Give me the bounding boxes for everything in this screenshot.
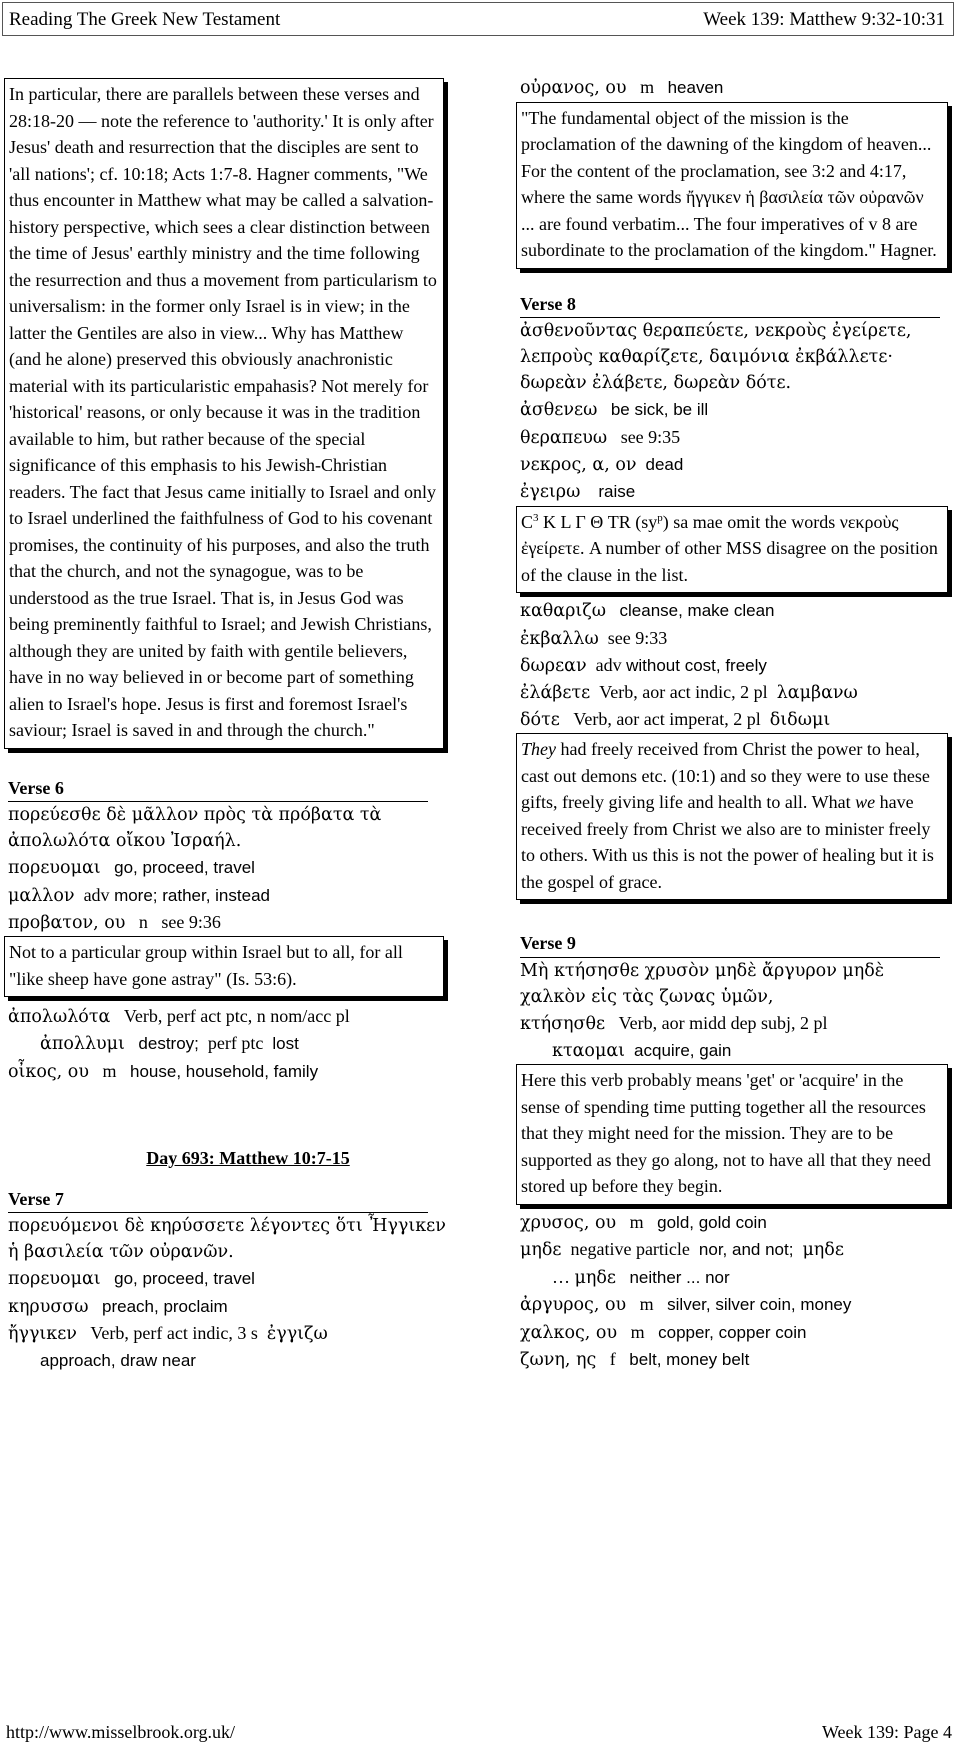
vocab-entry: προβατον, ου n see 9:36 [8,912,221,933]
vocab-entry: πορευομαι go, proceed, travel [8,1269,255,1289]
verse-6-note-box: Not to a particular group within Israel but to all, for all "like sheep have gone astray" (Is. 53:6). [4,936,444,997]
manuscript-note-box: $C^3$ K L Γ Θ TR $(sy^p)$ sa mae omit the words νεκροὺς ἐγείρετε. A number of other MSS disagree on the position of the clause in the list. [516,506,948,594]
vocab-entry: ἀσθενεω be sick, be ill [520,400,709,420]
footer-page-number: Week 139: Page 4 [821,1722,952,1742]
vocab-entry: καθαριζω cleanse, make clean [520,601,775,621]
vocab-entry: ἐκβαλλω see 9:33 [520,627,668,649]
vocab-entry: οἶκος, ου m house, household, family [8,1060,319,1082]
verse-7-text: πορευόμενοι δὲ κηρύσσετε λέγοντες ὅτι Ἦγγικεν ἡ βασιλεία τῶν οὐρανῶν. [8,1216,446,1262]
vocab-entry: ἀργυρος, ου m silver, silver coin, money [520,1294,852,1315]
vocab-entry: ἀπολωλότα Verb, perf act ptc, n nom/acc pl [8,1006,350,1027]
vocab-entry: ζωνη, ης f belt, money belt [520,1349,750,1370]
vocab-entry: ἤγγικεν Verb, perf act indic, 3 s ἐγγιζω [8,1323,328,1344]
right-column [520,78,952,1374]
vocab-entry: δότε Verb, aor act imperat, 2 pl διδωμι [520,709,831,730]
footer-url[interactable]: http://www.misselbrook.org.uk/ [6,1722,235,1742]
vocab-entry: κτήσησθε Verb, aor midd dep subj, 2 pl [520,1012,828,1034]
header-title: Reading The Greek New Testament [9,9,281,30]
vocab-entry: μηδε negative particle nor, and not; μηδε [520,1239,844,1260]
verse-9-heading: Verse 9 [520,930,940,958]
vocab-entry: ἐλάβετε Verb, aor act indic, 2 pl λαμβανω [520,682,858,703]
page-header [2,2,954,36]
vocab-entry: κηρυσσω preach, proclaim [8,1296,228,1317]
verse-9-note-box: Here this verb probably means 'get' or 'acquire' in the sense of spending time putting together all the resources that they might need for the mission. They are to be supported as they go along, not to have all that they need stored up before they begin. [516,1064,948,1205]
vocab-entry: ἀπολλυμι destroy; perf ptc lost [40,1033,299,1054]
verse-7-heading: Verse 7 [8,1186,428,1214]
verse-6-text: πορεύεσθε δὲ μᾶλλον πρὸς τὰ πρόβατα τὰ ἀπολωλότα οἴκου Ἰσραήλ. [8,805,382,851]
commentary-box: In particular, there are parallels between these verses and 28:18-20 — note the reference to 'authority.' It is only after Jesus' death and resurrection that the disciples are sent to 'all nations'; cf. 10:18; Acts 1:7-8. Hagner comments, "We thus encounter in Matthew what may be called a salvation-history perspective, which sees a clear distinction between the time of Jesus' earthly ministry and the time following the resurrection and thus a movement from particularism to universalism: in the former only Israel is in view; in the latter the Gentiles are also in view... Why has Matthew (and he alone) preserved this obviously anachronistic material with its particularistic empahasis? Not merely for 'historical' reasons, or only because it was in the tradition available to him, but rather because of the special significance of this emphasis to his Jewish-Christian readers. The fact that Jesus came initially to Israel and only to Israel underlined the faithfulness of God to his covenant promises, the continuity of his purposes, and also the truth that the church, and not the synagogue, was to be understood as the true Israel. That is, in Jesus God was being preminently faithful to Israel; and Jewish Christians, although they are united by faith with gentile believers, have in no way believed in or become part of something alien to Israel's hope. Jesus is first and foremost Israel's saviour; Israel is saved in and through the church." [4,78,444,749]
vocab-entry: οὐρανος, ου m heaven [520,77,724,98]
vocab-entry: νεκρος, α, ον dead [520,454,684,475]
vocab-entry: ἐγειρω raise [520,482,636,502]
left-column [8,78,448,1375]
verse-8-heading: Verse 8 [520,291,940,319]
vocab-entry: πορευομαι go, proceed, travel [8,858,255,878]
hagner-quote-box: "The fundamental object of the mission is the proclamation of the dawning of the kingdom of heaven... For the content of the proclamation, see 3:2 and 4:17, where the same words ἤγγικεν ἡ βασιλεία τῶν οὐρανῶν ... are found verbatim... The four imperatives of v 8 are subordinate to the proclamation of the kingdom." Hagner. [516,102,948,269]
day-heading: Day 693: Matthew 10:7-15 [146,1148,350,1168]
vocab-entry: χρυσος, ου m gold, gold coin [520,1211,767,1233]
application-note-box: They had freely received from Christ the power to heal, cast out demons etc. (10:1) and so they were to use these gifts, freely giving life and health to all. What we have received freely from Christ we also are to minister freely to others. With us this is not the power of healing but it is the gospel of grace. [516,733,948,900]
vocab-entry: δωρεαν adv without cost, freely [520,654,767,676]
verse-9-text: Μὴ κτήσησθε χρυσὸν μηδὲ ἄργυρον μηδὲ χαλκὸν εἰς τὰς ζωνας ὑμῶν, [520,960,885,1007]
vocab-entry: … μηδε neither ... nor [552,1266,730,1288]
verse-8-text: ἀσθενοῦντας θεραπεύετε, νεκροὺς ἐγείρετε, λεπροὺς καθαρίζετε, δαιμόνια ἐκβάλλετε· δωρεὰν ἐλάβετε, δωρεὰν δότε. [520,321,912,393]
vocab-entry: μαλλον adv more; rather, instead [8,884,270,906]
header-week: Week 139: Matthew 9:32-10:31 [703,9,945,30]
vocab-entry: χαλκος, ου m copper, copper coin [520,1321,807,1343]
vocab-entry: κταομαι acquire, gain [552,1040,732,1061]
vocab-entry: θεραπευω see 9:35 [520,426,681,448]
vocab-entry: approach, draw near [40,1351,196,1370]
verse-6-heading: Verse 6 [8,775,428,803]
